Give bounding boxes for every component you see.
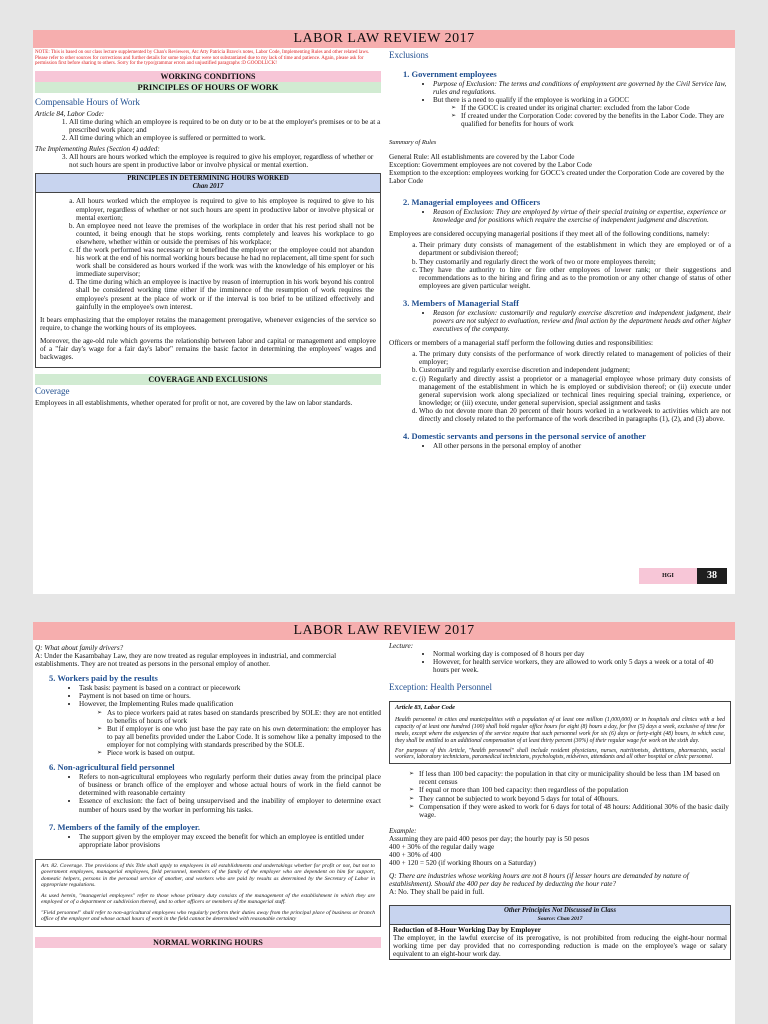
- industries-question: Q: There are industries whose working hours are not 8 hours (if lesser hours are demanded by nature of establishment). Should the 400 per day be reduced by deducting the hour rate?: [389, 872, 689, 889]
- box-source: Chan 2017: [192, 183, 224, 191]
- lecture-list: [389, 650, 731, 674]
- example-line: 400 + 30% of 400: [389, 851, 441, 860]
- right-column: [389, 50, 731, 450]
- list-item: 3. All hours are hours worked which the employee is required to give his employer, regardless of whether or not such hours are spent in productive labor or involve physical or mental exertion.: [69, 153, 381, 169]
- general-rule: General Rule: All establishments are covered by the Labor Code: [389, 152, 575, 161]
- paid-title: 5. Workers paid by the results: [49, 673, 158, 684]
- page-39: [33, 622, 735, 1024]
- domestic-title: 4. Domestic servants and persons in the personal service of another: [403, 431, 646, 442]
- list-item: ➢ But if employer is one who just base the pay rate on his own determination: the employer has to pay all benefits provided under the Labor Code. It is somehow like a penalty imposed to the employer for not complying with standards prescribed by the SOLE.: [97, 725, 381, 749]
- art82-paragraph: "Field personnel" shall refer to non-agricultural employees who regularly perform their duties away from the principal place of business or branch office of the employer and whose actual hours of work in the field cannot be determined with reasonable certainty: [41, 909, 375, 923]
- art83-title: Article 83, Labor Code: [395, 704, 455, 712]
- art82-paragraph: Art. 82. Coverage. The provisions of this Title shall apply to employees in all establishments and undertakings whether for profit or not, but not to government employees, managerial employees, field personnel, members of the family of the employer who are dependent on him for support, domestic helpers, persons in the personal service of another, and workers who are paid by results as determined by the Secretary of Labor in appropriate regulations.: [41, 862, 375, 889]
- paid-sublist: [35, 709, 381, 758]
- compensable-heading: Compensable Hours of Work: [35, 96, 140, 107]
- family-list: [35, 833, 381, 849]
- gov-title: 1. Government employees: [403, 69, 497, 79]
- coverage-band: COVERAGE AND EXCLUSIONS: [35, 374, 381, 385]
- list-item: • Payment is not based on time or hours.: [79, 692, 381, 700]
- list-item: c. (i) Regularly and directly assist a proprietor or a managerial employee whose primary duty consists of management of the establishment in which he is employed or subdivision thereof; or (ii) execute under general supervision work along specialized or technical lines requiring special training, experience, or knowledge; or (iii) execute, under general supervision, special assignment and tasks: [419, 375, 731, 407]
- health-heading: Exception: Health Personnel: [389, 682, 492, 693]
- list-item: • Purpose of Exclusion: The terms and conditions of employment are governed by the Civil Service law, rules and regulations.: [433, 80, 731, 96]
- page-header: LABOR LAW REVIEW 2017: [33, 622, 735, 640]
- list-item: • However, the Implementing Rules made qualification: [79, 700, 381, 708]
- reduction-text: The employer, in the lawful exercise of its prerogative, is not prohibited from reducing the eight-hour normal working time per day provided that no corresponding reduction is made on the employee's wage or salary equivalent to an eight-hour work day.: [393, 933, 727, 959]
- gov-list: [389, 80, 731, 104]
- list-item: • But there is a need to qualify if the employee is working in a GOCC: [433, 96, 731, 104]
- page-header: LABOR LAW REVIEW 2017: [33, 30, 735, 48]
- other-source: Source: Chan 2017: [537, 915, 583, 922]
- box-list: [36, 193, 380, 312]
- art82-box: [35, 859, 381, 927]
- art82-paragraph: As used herein, "managerial employees" refer to those whose primary duty consists of the management of the establishment in which they are employed or of a department or subdivision thereof, and to other officers or members of the managerial staff.: [41, 892, 375, 906]
- list-item: 2. All time during which an employee is suffered or permitted to work.: [69, 134, 381, 142]
- list-item: ➢ If equal or more than 100 bed capacity: then regardless of the population: [409, 786, 731, 794]
- coverage-text: Employees in all establishments, whether operated for profit or not, are covered by the law on labor standards.: [35, 399, 353, 408]
- list-item: d. The time during which an employee is inactive by reason of interruption in his work beyond his control shall be considered working time either if the imminence of the resumption of work requires the employee's present at the place of work or if the interval is too brief to be utilized effectively and gainfully in the employee's own interest.: [76, 278, 374, 310]
- staff-reason-list: [389, 309, 731, 333]
- lecture-label: Lecture:: [389, 642, 414, 650]
- irr-list: [35, 153, 381, 169]
- other-title: Other Principles Not Discussed in Class: [504, 906, 616, 914]
- coverage-heading: Coverage: [35, 386, 70, 397]
- page-number: 38: [697, 568, 727, 584]
- family-answer: A: Under the Kasambahay Law, they are now treated as regular employees in industrial, and commercial establishments. They are not treated as persons in the personal employ of another.: [35, 652, 337, 669]
- page-38: [33, 30, 735, 594]
- list-item: ➢ Compensation if they were asked to work for 6 days for total of 48 hours: Additional 30% of the basic daily wage.: [409, 803, 731, 819]
- list-item: a. Their primary duty consists of management of the establishment in which they are employed or of a department or subdivision thereof;: [419, 241, 731, 257]
- right-column: [389, 642, 731, 960]
- example-label: Example:: [389, 826, 417, 835]
- list-item: ➢ They cannot be subjected to work beyond 5 days for total of 40hours.: [409, 795, 731, 803]
- industries-answer: A: No. They shall be paid in full.: [389, 888, 485, 897]
- other-principles-box: [389, 905, 731, 961]
- list-item: • Reason for exclusion: customarily and regularly exercise discretion and independent judgment, their powers are not subject to evaluation, review and final action by the department heads and other higher executives of the company.: [433, 309, 731, 333]
- gov-sublist: [389, 104, 731, 128]
- list-item: ➢ As to piece workers paid at rates based on standards prescribed by SOLE: they are not entitled to benefits of hours of work: [97, 709, 381, 725]
- list-item: b. They customarily and regularly direct the work of two or more employees therein;: [419, 258, 731, 266]
- list-item: b. Customarily and regularly exercise discretion and independent judgment;: [419, 366, 731, 374]
- principles-box: [35, 173, 381, 368]
- principles-band: PRINCIPLES OF HOURS OF WORK: [35, 82, 381, 93]
- list-item: • Task basis: payment is based on a contract or piecework: [79, 684, 381, 692]
- list-item: c. They have the authority to hire or fire other employees of lower rank; or their suggestions and recommendations as to the hiring and firing and as to the promotion or any other change of status of other employees are given particular weight.: [419, 266, 731, 290]
- box-paragraph: It bears emphasizing that the employer retains the management prerogative, whenever exigencies of the service so require, to change the working hours of its employees.: [40, 315, 376, 332]
- list-item: ➢ Piece work is based on output.: [97, 749, 381, 757]
- box-title: PRINCIPLES IN DETERMINING HOURS WORKED: [127, 175, 289, 183]
- box-paragraph: Moreover, the age-old rule which governs the relationship between labor and capital or management and employee of a "fair day's wage for a fair day's labor" remains the basic factor in determining the employees' wages and backwages.: [40, 336, 376, 362]
- list-item: ➢ If created under the Corporation Code: covered by the benefits in the Labor Code. They are qualified for benefits for hours of work: [451, 112, 731, 128]
- list-item: b. An employee need not leave the premises of the workplace in order that his rest period shall not be counted, it being enough that he stops working, rents completely and leaves his workplace to go elsewhere, whether within or outside the premises of his workplace;: [76, 222, 374, 246]
- family-title: 7. Members of the family of the employer.: [49, 821, 200, 832]
- summary-label: Summary of Rules: [389, 138, 437, 146]
- list-item: d. Who do not devote more than 20 percent of their hours worked in a workweek to activities which are not directly and closely related to the performance of the work described in paragraphs (1), (2), and (3) above.: [419, 407, 731, 423]
- list-item: a. All hours worked which the employee is required to give to his employee is required to give to his employer, regardless of whether or not such hours are spent in productive labor or involve physical or mental exertion;: [76, 197, 374, 221]
- working-conditions-band: WORKING CONDITIONS: [35, 71, 381, 82]
- staff-intro: Officers or members of a managerial staff perform the following duties and responsibilities:: [389, 339, 653, 348]
- footer-tag: HGI: [639, 568, 697, 584]
- art84-label: Article 84, Labor Code:: [35, 109, 105, 118]
- left-column: [35, 644, 381, 948]
- example-line: Assuming they are paid 400 pesos per day; the hourly pay is 50 pesos: [389, 834, 590, 843]
- mgr-list: [389, 241, 731, 290]
- list-item: c. If the work performed was necessary or it benefited the employer or the employee could not abandon his work at the end of his normal working hours because he had no replacement, all time spent for such work shall be considered as hours worked if the work was with the knowledge of his employer or his immediate supervisor;: [76, 246, 374, 278]
- list-item: • The support given by the employer may exceed the benefit for which an employee is entitled under appropriate labor provisions: [79, 833, 381, 849]
- staff-list: [389, 350, 731, 423]
- mgr-intro: Employees are considered occupying managerial positions if they meet all of the following conditions, namely:: [389, 230, 710, 239]
- exception-rule: Exception: Government employees are not covered by the Labor Code: [389, 160, 592, 169]
- reduction-title: Reduction of 8-Hour Working Day by Employer: [393, 925, 541, 934]
- normal-hours-band: NORMAL WORKING HOURS: [35, 937, 381, 948]
- list-item: ➢ If the GOCC is created under its original charter: excluded from the labor Code: [451, 104, 731, 112]
- art83-paragraph: Health personnel in cities and municipalities with a population of at least one million (1,000,000) or in hospitals and clinics with a bed capacity of at least one hundred (100) shall hold regular office hours for eight (8) hours a day, for five (5) days a week, exclusive of time for meals, except where the exigencies of the service require that such personnel work for six (6) days or forty-eight (48) hours, in which case, they shall be entitled to an additional compensation of at least thirty percent (30%) of their regular wage for work on the sixth day.: [395, 717, 725, 744]
- art83-paragraph: For purposes of this Article, "health personnel" shall include resident physicians, nurses, nutritionists, dietitians, pharmacists, social workers, laboratory technicians, paramedical technicians, psychologists, midwives, attendants and all other hospital or clinic personnel.: [395, 747, 725, 761]
- list-item: • All other persons in the personal employ of another: [433, 442, 731, 450]
- list-item: • Essence of exclusion: the fact of being unsupervised and the inability of employer to determine exact number of hours used by the worker in performing his tasks.: [79, 797, 381, 813]
- exclusions-heading: Exclusions: [389, 50, 429, 60]
- staff-title: 3. Members of Managerial Staff: [403, 297, 519, 308]
- list-item: 1. All time during which an employee is required to be on duty or to be at the employer's premises or to be at a prescribed work place; and: [69, 118, 381, 134]
- family-question: Q: What about family drivers?: [35, 644, 124, 652]
- author-note: NOTE: This is based on our class lecture supplemented by Chan's Reviewers, Atc Atty Patricia Bravo's notes, Labor Code, Implementing Rules and other related laws. Please refer to other sources for corrections and further details for some topics that were not substantiated due to my lack of time and patience. Again, please ask for permission first before sharing to others. Sorry for the typo/grammar errors and unjustified paragraphs :D GOODLUCK!: [35, 50, 370, 67]
- list-item: ➢ If less than 100 bed capacity: the population in that city or municipality should be less than 1M based on recent census: [409, 770, 731, 786]
- paid-list: [35, 684, 381, 708]
- list-item: • Refers to non-agricultural employees who regularly perform their duties away from the principal place of business or branch office of the employer and whose actual hours of work in the field cannot be determined with reasonable certainty: [79, 773, 381, 797]
- exemption-rule: Exemption to the exception: employees working for GOCC's created under the Corporation Code are covered by the Labor Code: [389, 168, 725, 185]
- mgr-title: 2. Managerial employees and Officers: [403, 197, 541, 208]
- list-item: • Normal working day is composed of 8 hours per day: [433, 650, 731, 658]
- example-line: 400 + 30% of the regular daily wage: [389, 843, 495, 851]
- field-list: [35, 773, 381, 813]
- example-line: 400 + 120 = 520 (if working 8hours on a Saturday): [389, 859, 537, 868]
- health-list: [389, 770, 731, 819]
- list-item: • However, for health service workers, they are allowed to work only 5 days a week or a total of 40 hours per week.: [433, 658, 731, 674]
- art84-list: [35, 118, 381, 142]
- art83-box: [389, 701, 731, 764]
- field-title: 6. Non-agricultural field personnel: [49, 762, 175, 773]
- mgr-reason-list: [389, 208, 731, 224]
- list-item: • Reason of Exclusion: They are employed by virtue of their special training or expertise, experience or knowledge and for positions which require the exercise of independent judgment and discretion.: [433, 208, 731, 224]
- page-footer: [639, 568, 727, 584]
- list-item: a. The primary duty consists of the performance of work directly related to management of policies of their employer;: [419, 350, 731, 366]
- domestic-list: [389, 442, 731, 450]
- irr-label: The Implementing Rules (Section 4) added:: [35, 145, 160, 154]
- left-column: [35, 50, 381, 407]
